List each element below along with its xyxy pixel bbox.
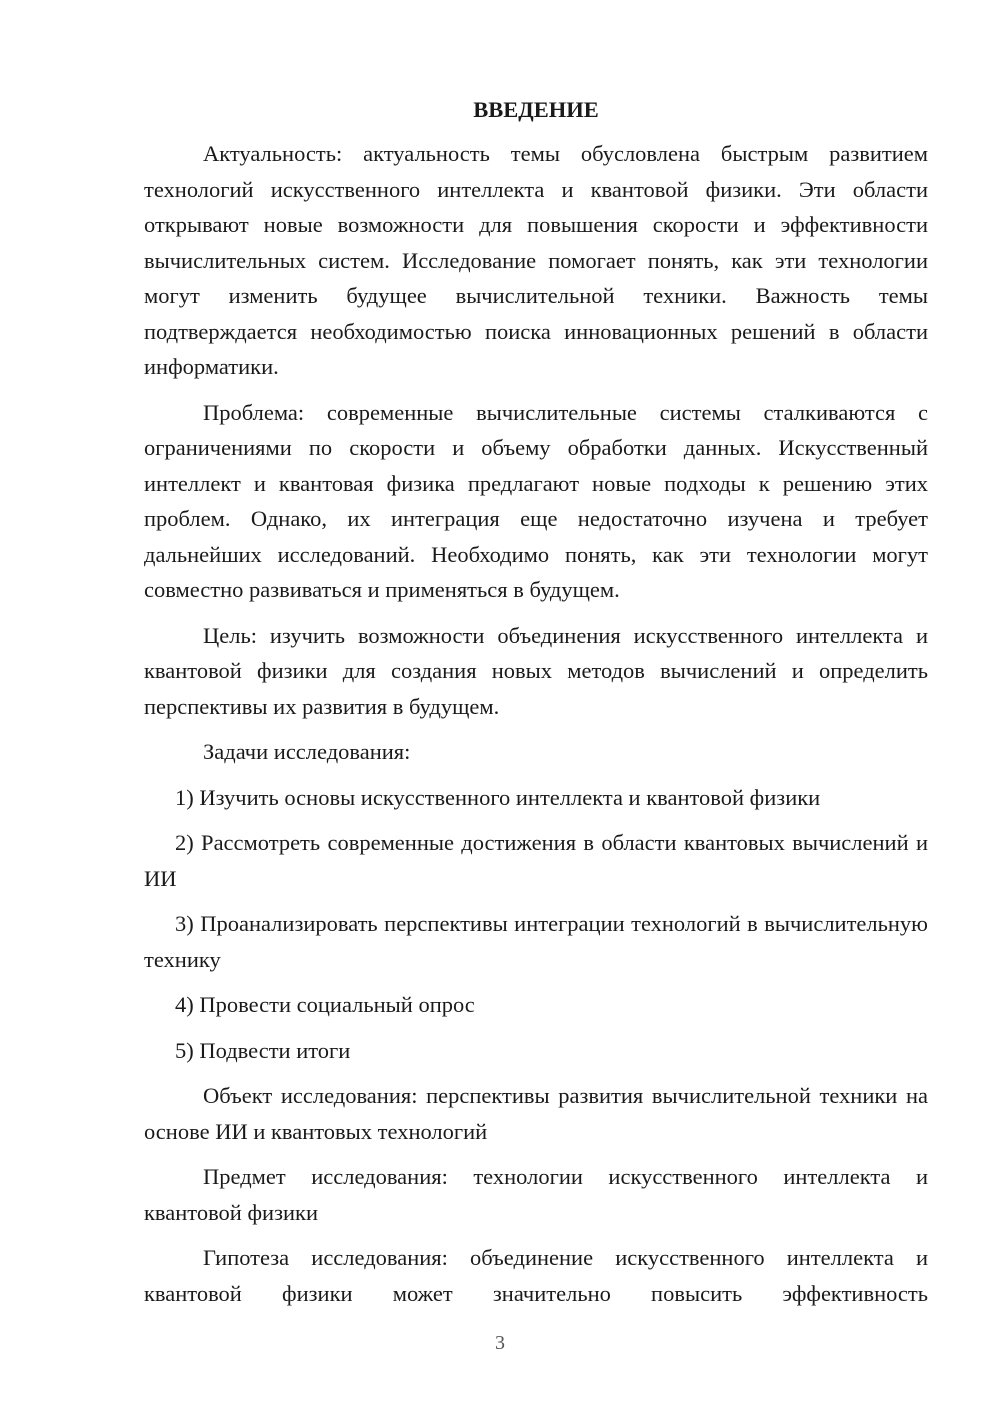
task-item-1: 1) Изучить основы искусственного интеллекта и квантовой физики [175, 784, 821, 810]
paragraph-problem: Проблема: современные вычислительные системы сталкиваются с ограничениями по скорости и объему обработки данных. Искусственный интеллект и квантовая физика предлагают новые подходы к решению этих проблем. Однако, их интеграция еще недостаточно изучена и требует дальнейших исследований. Необходимо понять, как эти технологии могут совместно развиваться и применяться в будущем. [144, 399, 928, 602]
tasks-heading: Задачи исследования: [203, 739, 411, 764]
task-item-4: 4) Провести социальный опрос [175, 992, 475, 1017]
paragraph-hypothesis: Гипотеза исследования: объединение искусственного интеллекта и квантовой физики может значительно повысить эффективность [144, 1245, 928, 1306]
page-content [144, 92, 928, 1321]
task-item-2: 2) Рассмотреть современные достижения в области квантовых вычислений и ИИ [144, 830, 928, 891]
section-title: ВВЕДЕНИЕ [473, 97, 599, 122]
task-item-5: 5) Подвести итоги [175, 1037, 351, 1063]
paragraph-relevance: Актуальность: актуальность темы обусловлена быстрым развитием технологий искусственного интеллекта и квантовой физики. Эти области открывают новые возможности для повышения скорости и эффективности вычислительных систем. Исследование помогает понять, как эти технологии могут изменить будущее вычислительной техники. Важность темы подтверждается необходимостью поиска инновационных решений в области информатики. [144, 141, 928, 379]
paragraph-goal: Цель: изучить возможности объединения искусственного интеллекта и квантовой физики для создания новых методов вычислений и определить перспективы их развития в будущем. [144, 622, 928, 719]
paragraph-subject: Предмет исследования: технологии искусственного интеллекта и квантовой физики [144, 1164, 928, 1225]
paragraph-object: Объект исследования: перспективы развития вычислительной техники на основе ИИ и квантовых технологий [144, 1083, 928, 1144]
page-number: 3 [495, 1332, 505, 1354]
task-item-3: 3) Проанализировать перспективы интеграции технологий в вычислительную технику [144, 911, 928, 972]
